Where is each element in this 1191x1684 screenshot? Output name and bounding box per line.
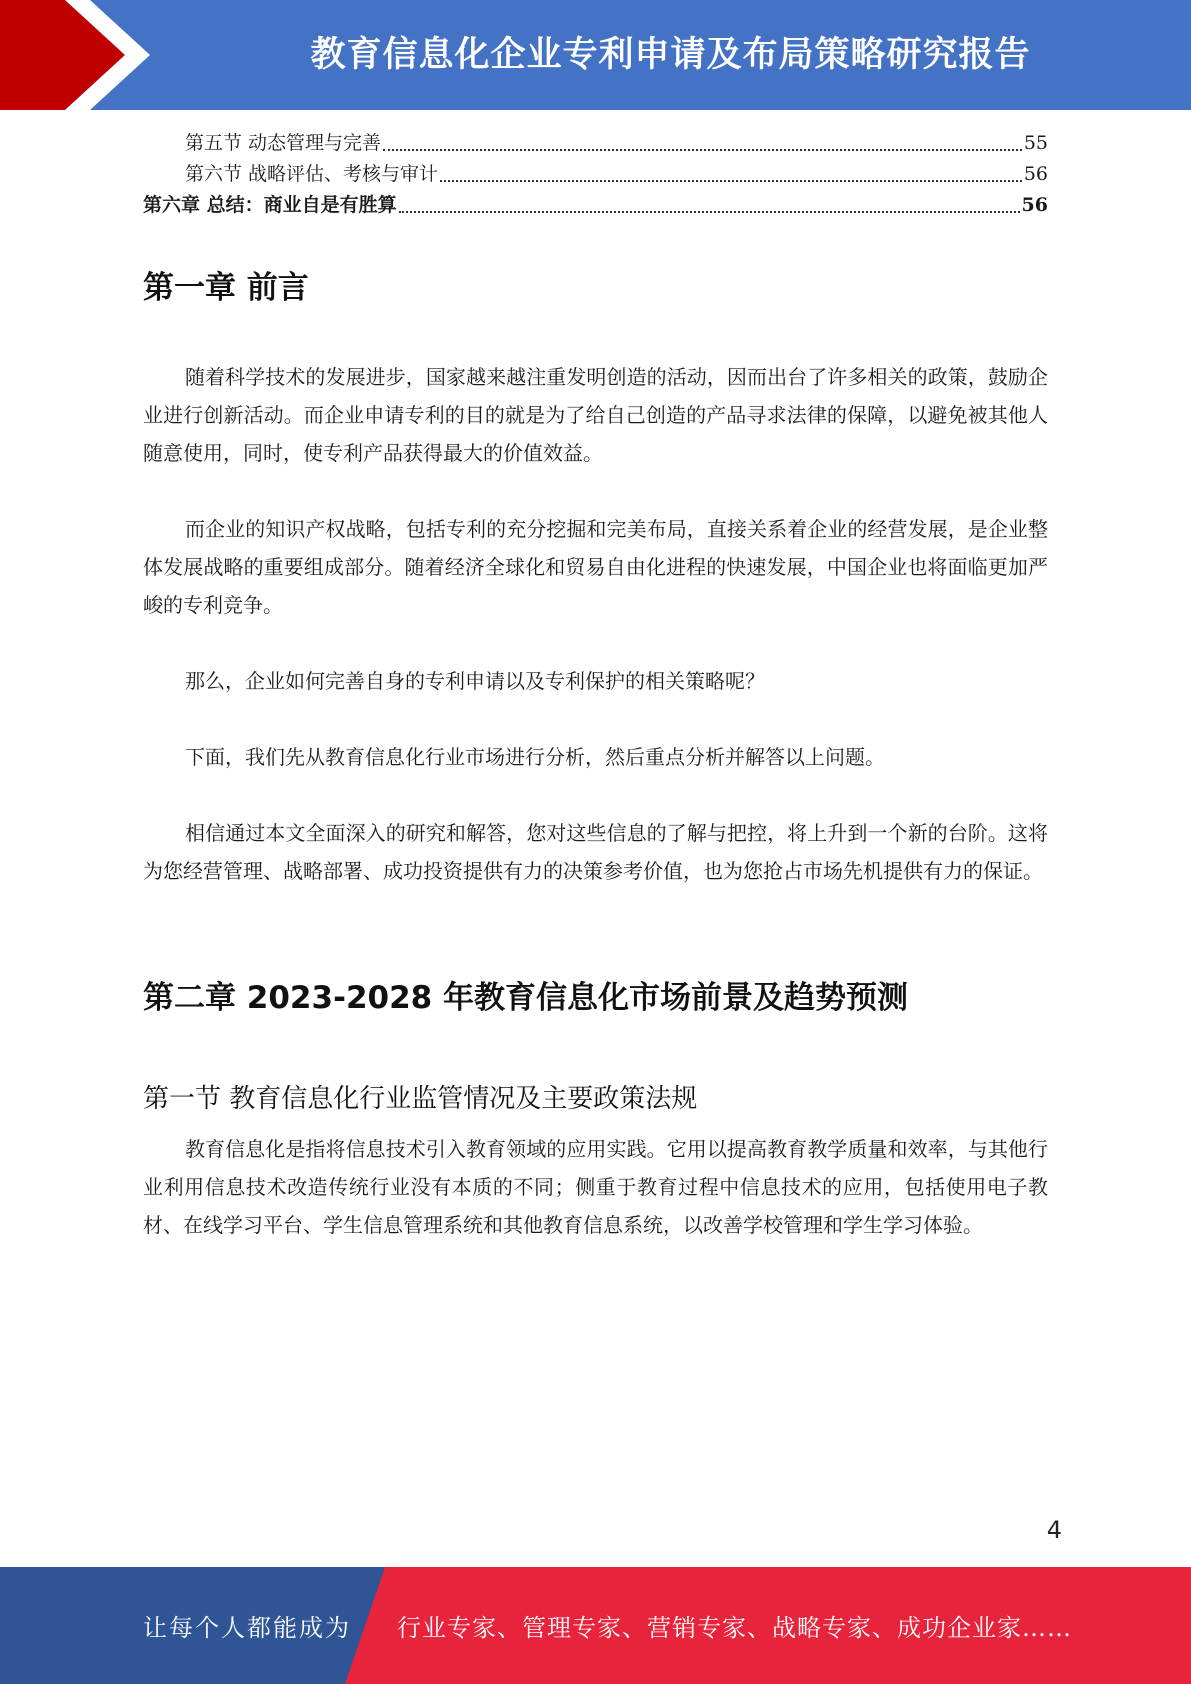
- chapter-2-heading: 第二章 2023-2028 年教育信息化市场前景及趋势预测: [143, 980, 909, 1016]
- paragraph: 而企业的知识产权战略，包括专利的充分挖掘和完美布局，直接关系着企业的经营发展，是企业整体发展战略的重要组成部分。随着经济全球化和贸易自由化进程的快速发展，中国企业也将面临更加严峻的专利竞争。: [143, 517, 1048, 617]
- toc-entry-label: 第六节 战略评估、考核与审计: [185, 163, 439, 185]
- toc-leader: [383, 149, 1022, 151]
- toc-entry-chapter[interactable]: [143, 190, 1048, 221]
- chapter-1-heading: 第一章 前言: [143, 270, 309, 306]
- paragraph: 教育信息化是指将信息技术引入教育领域的应用实践。它用以提高教育教学质量和效率，与其他行业利用信息技术改造传统行业没有本质的不同；侧重于教育过程中信息技术的应用，包括使用电子教材、在线学习平台、学生信息管理系统和其他教育信息系统，以改善学校管理和学生学习体验。: [143, 1137, 1048, 1237]
- footer-banner: [0, 1567, 1191, 1684]
- toc-leader: [399, 211, 1020, 213]
- footer-slogan-left: 让每个人都能成为: [143, 1614, 351, 1642]
- report-title: 教育信息化企业专利申请及布局策略研究报告: [310, 35, 1031, 75]
- toc-entry[interactable]: [143, 128, 1048, 159]
- toc-entry-page: 56: [1023, 163, 1048, 185]
- table-of-contents: [143, 128, 1048, 221]
- paragraph: 那么，企业如何完善自身的专利申请以及专利保护的相关策略呢？: [185, 669, 765, 693]
- toc-entry-page: 56: [1021, 194, 1048, 216]
- section-1-heading: 第一节 教育信息化行业监管情况及主要政策法规: [143, 1084, 698, 1114]
- header-banner: [0, 0, 1191, 110]
- paragraph: 随着科学技术的发展进步，国家越来越注重发明创造的活动，因而出台了许多相关的政策，鼓励企业进行创新活动。而企业申请专利的目的就是为了给自己创造的产品寻求法律的保障，以避免被其他人随意使用，同时，使专利产品获得最大的价值效益。: [143, 365, 1048, 465]
- header-arrow-decoration: [0, 0, 160, 110]
- paragraph: 下面，我们先从教育信息化行业市场进行分析，然后重点分析并解答以上问题。: [185, 745, 885, 769]
- toc-leader: [440, 180, 1022, 182]
- toc-entry-label: 第五节 动态管理与完善: [185, 132, 382, 154]
- toc-entry-label: 第六章 总结：商业自是有胜算: [143, 194, 397, 216]
- toc-entry[interactable]: [143, 159, 1048, 190]
- toc-entry-page: 55: [1023, 132, 1048, 154]
- paragraph: 相信通过本文全面深入的研究和解答，您对这些信息的了解与把控，将上升到一个新的台阶。这将为您经营管理、战略部署、成功投资提供有力的决策参考价值，也为您抢占市场先机提供有力的保证。: [143, 821, 1048, 883]
- footer-slogan-right: 行业专家、管理专家、营销专家、战略专家、成功企业家……: [397, 1614, 1072, 1642]
- page-number: 4: [1046, 1516, 1062, 1544]
